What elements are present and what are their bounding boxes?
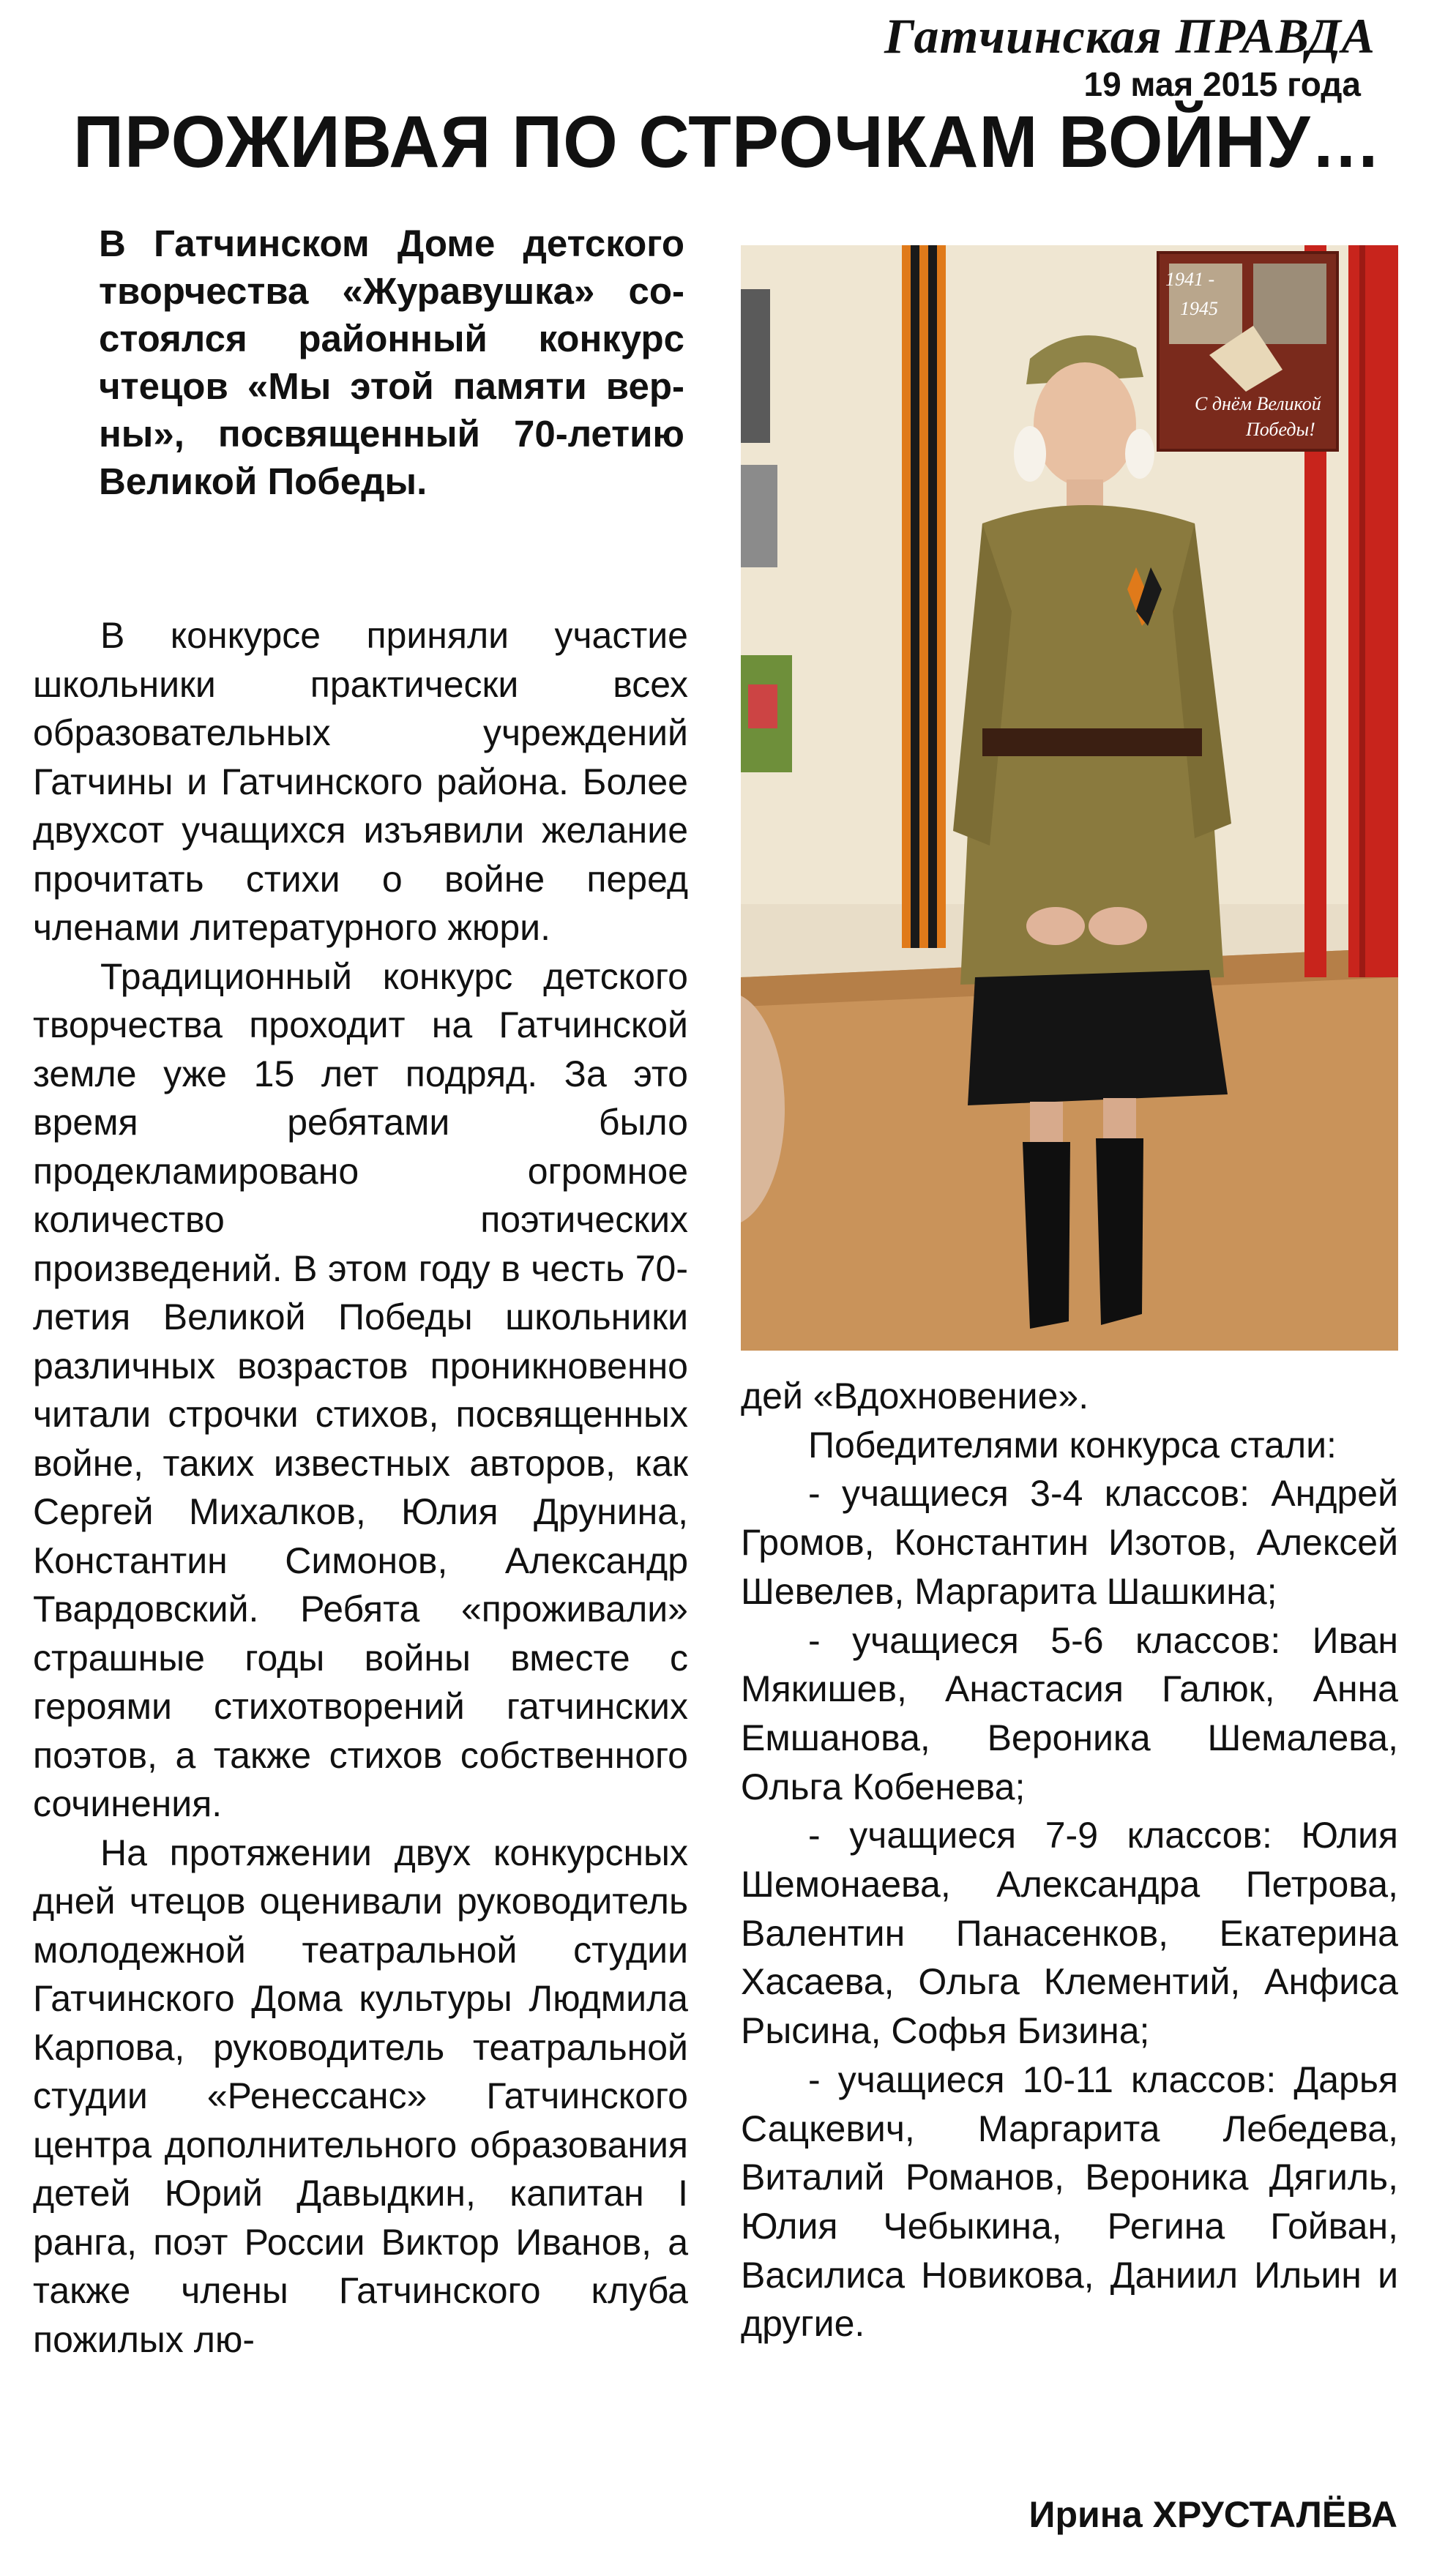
article-body-left-column xyxy=(33,611,688,2364)
article-headline: ПРОЖИВАЯ ПО СТРОЧКАМ ВОЙНУ… xyxy=(73,101,1382,183)
issue-date: 19 мая 2015 года xyxy=(1083,65,1361,103)
masthead xyxy=(884,7,1375,104)
winners-list-item: - учащиеся 3-4 классов: Андрей Громов, Константин Изотов, Алексей Шевелев, Маргарита Шашкина; xyxy=(741,1473,1398,1612)
poster-years-start: 1941 - xyxy=(1165,269,1215,290)
winners-list-item: - учащиеся 5-6 классов: Иван Мякишев, Анастасия Галюк, Анна Емшанова, Вероника Шемалева, Ольга Кобенева; xyxy=(741,1619,1398,1807)
winners-list-item: - учащиеся 10-11 классов: Дарья Сацкевич, Маргарита Лебедева, Виталий Романов, Вероника Дягиль, Юлия Чебыкина, Регина Гойван, Василиса Новикова, Даниил Ильин и другие. xyxy=(741,2058,1398,2345)
author-signature: Ирина ХРУСТАЛЁВА xyxy=(1028,2494,1397,2535)
poster-years-end: 1945 xyxy=(1180,298,1218,319)
newspaper-name: Гатчинская ПРАВДА xyxy=(884,8,1375,64)
article-lead: В Гатчинском Доме детского творчества «Журавушка» состоялся районный конкурс чтецов «Мы этой памяти верны», посвященный 70-летию Великой Победы. xyxy=(99,223,684,502)
body-paragraph: Победителями конкурса стали: xyxy=(808,1424,1337,1466)
winners-list-item: - учащиеся 7-9 классов: Юлия Шемонаева, Александра Петрова, Валентин Панасенков, Екатерина Хасаева, Ольга Клементий, Анфиса Рысина, Софья Бизина; xyxy=(741,1815,1398,2052)
poster-greeting-victory: Победы! xyxy=(1246,419,1315,440)
article-body-right-column xyxy=(741,1372,1398,2348)
article-photo xyxy=(741,245,1398,1351)
body-paragraph: На протяжении двух конкурсных дней чтецов оценивали руководитель молодежной театральной студии Гатчинского Дома культуры Людмила Карпова, руководитель театральной студии «Ренессанс» Гатчинского центра дополнительного образования детей Юрий Давыдкин, капитан I ранга, поэт России Виктор Иванов, а также члены Гатчинского клуба пожилых лю- xyxy=(33,1832,688,2360)
victory-day-poster xyxy=(1158,253,1337,450)
body-paragraph: дей «Вдохновение». xyxy=(741,1376,1089,1416)
poster-greeting: С днём Великой xyxy=(1195,393,1321,414)
body-paragraph: Традиционный конкурс детского творчества проходит на Гатчинской земле уже 15 лет подряд. За это время ребятами было продекламировано огромное количество поэтических произведений. В этом году в честь 70-летия Великой Победы школьники различных возрастов проникновенно читали строчки стихов, посвященных войне, таких известных авторов, как Сергей Михалков, Юлия Друнина, Константин Симонов, Александр Твардовский. Ребята «проживали» страшные годы войны вместе с героями стихотворений гатчинских поэтов, а также стихов собственного сочинения. xyxy=(33,955,688,1824)
body-paragraph: В конкурсе приняли участие школьники практически всех образовательных учреждений Гатчины и Гатчинского района. Более двухсот учащихся изъявили желание прочитать стихи о войне перед членами литературного жюри. xyxy=(33,615,688,948)
